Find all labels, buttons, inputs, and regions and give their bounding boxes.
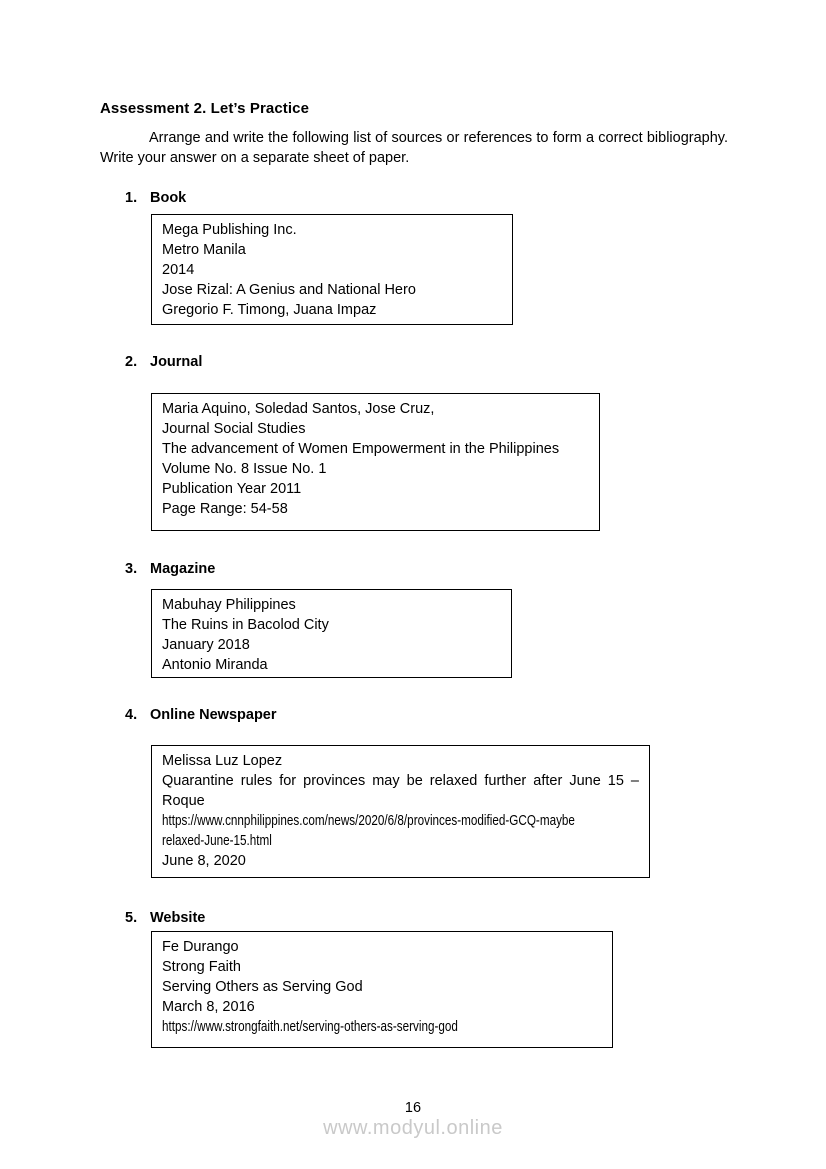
source-url-line: relaxed-June-15.html (162, 832, 272, 849)
book-source-box (151, 214, 513, 325)
section-label: Magazine (150, 561, 216, 577)
source-line: Publication Year 2011 (162, 481, 302, 497)
source-line: The advancement of Women Empowerment in the Philippines (162, 441, 560, 457)
source-line: Metro Manila (162, 242, 246, 258)
online-newspaper-source-box (151, 745, 650, 878)
source-line: March 8, 2016 (162, 999, 255, 1015)
section-heading-magazine (125, 561, 215, 577)
watermark: www.modyul.online (323, 1117, 503, 1139)
source-line: Maria Aquino, Soledad Santos, Jose Cruz, (162, 401, 435, 417)
website-source-box (151, 931, 613, 1048)
journal-source-box (151, 393, 600, 531)
source-line: Serving Others as Serving God (162, 979, 363, 995)
source-line: The Ruins in Bacolod City (162, 617, 329, 633)
source-line: Journal Social Studies (162, 421, 306, 437)
section-label: Journal (150, 354, 203, 370)
magazine-source-box (151, 589, 512, 678)
section-label: Book (150, 190, 187, 206)
section-number: 3. (125, 561, 138, 577)
section-heading-website (125, 910, 205, 926)
source-line: Mabuhay Philippines (162, 597, 296, 613)
source-line: Gregorio F. Timong, Juana Impaz (162, 302, 377, 318)
source-line: Fe Durango (162, 939, 239, 955)
section-heading-journal (125, 354, 202, 370)
source-line: Volume No. 8 Issue No. 1 (162, 461, 327, 477)
section-number: 5. (125, 910, 138, 926)
section-heading-book (125, 190, 186, 206)
section-number: 1. (125, 190, 138, 206)
source-line: Jose Rizal: A Genius and National Hero (162, 282, 416, 298)
source-line: Melissa Luz Lopez (162, 753, 283, 769)
source-line: Page Range: 54-58 (162, 501, 288, 517)
source-line: Mega Publishing Inc. (162, 222, 297, 238)
section-number: 4. (125, 707, 138, 723)
assessment-heading: Assessment 2. Let’s Practice (100, 100, 310, 117)
source-line: Strong Faith (162, 959, 241, 975)
section-label: Website (150, 910, 206, 926)
source-url-line: https://www.strongfaith.net/serving-others-as-serving-god (162, 1018, 458, 1035)
section-heading-online-newspaper (125, 707, 277, 723)
source-line: January 2018 (162, 637, 250, 653)
source-line: Roque (162, 793, 205, 809)
section-number: 2. (125, 354, 138, 370)
source-line: Quarantine rules for provinces may be relaxed further after June 15 – (162, 773, 639, 789)
source-line: Antonio Miranda (162, 657, 268, 673)
intro-paragraph: Arrange and write the following list of sources or references to form a correct bibliography. Write your answer on a separate sheet of paper. (100, 130, 728, 166)
source-url-line: https://www.cnnphilippines.com/news/2020/6/8/provinces-modified-GCQ-maybe (162, 812, 575, 829)
page-number: 16 (404, 1100, 422, 1116)
section-label: Online Newspaper (150, 707, 277, 723)
source-line: 2014 (162, 262, 195, 278)
source-line: June 8, 2020 (162, 853, 246, 869)
